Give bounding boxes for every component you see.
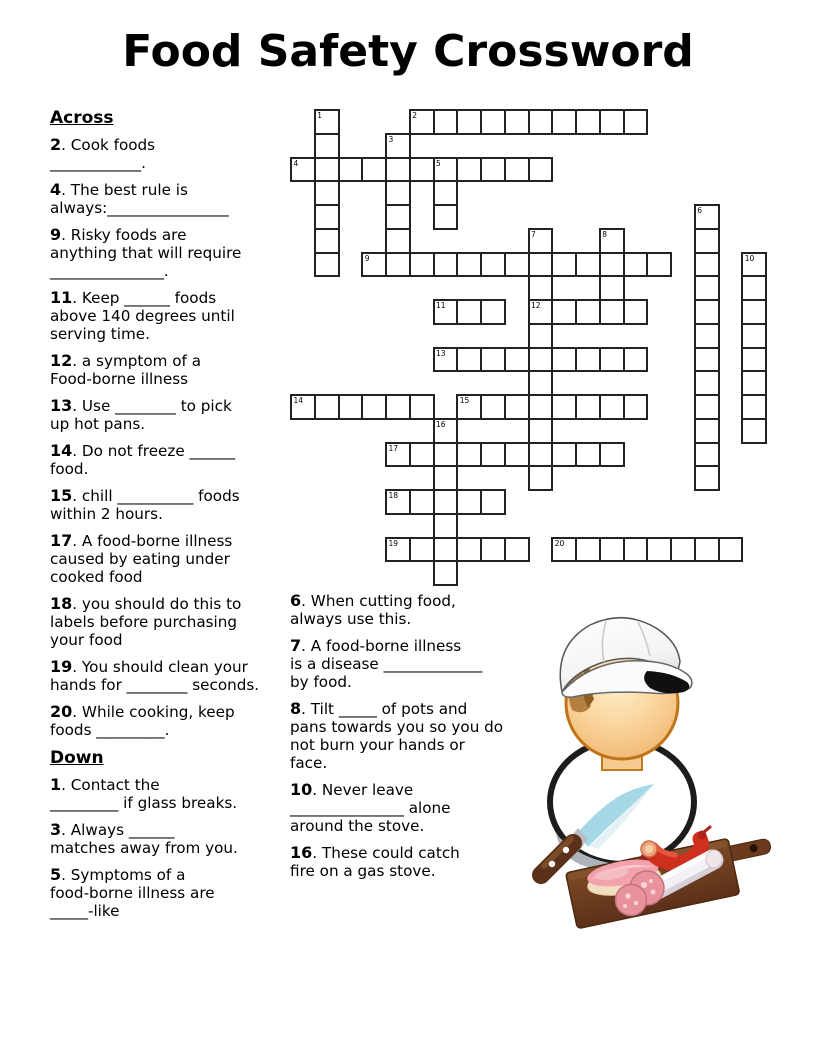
cell-number: 17 [388, 443, 399, 453]
clue-number: 13 [50, 396, 73, 415]
clue-text: . Keep ______ foods above 140 degrees until serving time. [50, 289, 235, 343]
crossword-cell[interactable] [385, 180, 411, 206]
crossword-cell[interactable] [694, 537, 720, 563]
crossword-cell[interactable] [551, 299, 577, 325]
crossword-cell[interactable] [409, 489, 435, 515]
clue-text: . When cutting food, always use this. [290, 592, 456, 628]
crossword-cell[interactable] [433, 560, 459, 586]
clue-text: . These could catch fire on a gas stove. [290, 844, 460, 880]
crossword-cell[interactable] [314, 204, 340, 230]
crossword-cell[interactable] [433, 347, 459, 373]
clue-number: 15 [50, 486, 73, 505]
clue-text: . Risky foods are anything that will require _______________. [50, 226, 242, 280]
crossword-cell[interactable] [551, 109, 577, 135]
clue-6 [290, 592, 544, 628]
crossword-cell[interactable] [504, 537, 530, 563]
crossword-cell[interactable] [741, 418, 767, 444]
crossword-cell[interactable] [741, 394, 767, 420]
clue-text: . Use ________ to pick up hot pans. [50, 397, 232, 433]
clue-text: . Contact the _________ if glass breaks. [50, 776, 238, 812]
crossword-cell[interactable] [694, 323, 720, 349]
crossword-cell[interactable] [456, 537, 482, 563]
crossword-cell[interactable] [551, 347, 577, 373]
crossword-cell[interactable] [290, 394, 316, 420]
crossword-cell[interactable] [361, 252, 387, 278]
crossword-cell[interactable] [551, 252, 577, 278]
cell-number: 7 [531, 229, 536, 239]
crossword-cell[interactable] [456, 489, 482, 515]
clue-text: . The best rule is always:________________ [50, 181, 229, 217]
crossword-cell[interactable] [528, 442, 554, 468]
crossword-cell[interactable] [480, 157, 506, 183]
crossword-cell[interactable] [433, 157, 459, 183]
cell-number: 1 [317, 111, 323, 120]
crossword-cell[interactable] [385, 228, 411, 254]
crossword-cell[interactable] [385, 537, 411, 563]
crossword-cell[interactable] [456, 442, 482, 468]
crossword-cell[interactable] [409, 442, 435, 468]
clue-text: . Never leave _______________ alone around the stove. [290, 781, 451, 835]
clue-number: 6 [290, 591, 302, 610]
crossword-cell[interactable] [314, 180, 340, 206]
crossword-cell[interactable] [385, 394, 411, 420]
clue-text: . chill __________ foods within 2 hours. [50, 487, 240, 523]
crossword-cell[interactable] [741, 299, 767, 325]
crossword-cell[interactable] [456, 347, 482, 373]
clue-number: 1 [50, 775, 62, 794]
clue-16 [290, 844, 544, 880]
crossword-cell[interactable] [433, 537, 459, 563]
clue-text: . While cooking, keep foods _________. [50, 703, 235, 739]
crossword-cell[interactable] [385, 252, 411, 278]
clue-number: 2 [50, 135, 62, 154]
crossword-cell[interactable] [385, 204, 411, 230]
crossword-cell[interactable] [433, 489, 459, 515]
crossword-cell[interactable] [741, 275, 767, 301]
crossword-cell[interactable] [694, 465, 720, 491]
crossword-cell[interactable] [480, 252, 506, 278]
crossword-cell[interactable] [504, 394, 530, 420]
crossword-cell[interactable] [646, 537, 672, 563]
chef-cap [560, 618, 692, 697]
crossword-cell[interactable] [599, 252, 625, 278]
clue-8 [290, 700, 544, 772]
crossword-cell[interactable] [575, 299, 601, 325]
crossword-cell[interactable] [599, 275, 625, 301]
crossword-cell[interactable] [575, 394, 601, 420]
crossword-cell[interactable] [480, 109, 506, 135]
crossword-cell[interactable] [433, 252, 459, 278]
crossword-cell[interactable] [480, 394, 506, 420]
crossword-cell[interactable] [528, 275, 554, 301]
crossword-cell[interactable] [456, 252, 482, 278]
crossword-cell[interactable] [409, 109, 435, 135]
crossword-cell[interactable] [694, 370, 720, 396]
crossword-cell[interactable] [409, 252, 435, 278]
crossword-cell[interactable] [504, 252, 530, 278]
crossword-cell[interactable] [338, 394, 364, 420]
clue-10 [290, 781, 544, 835]
clue-2 [50, 136, 290, 172]
clue-text: . A food-borne illness is a disease _____________ by food. [290, 637, 483, 691]
crossword-cell[interactable] [528, 465, 554, 491]
cell-number: 4 [293, 158, 299, 168]
clue-text: . you should do this to labels before purchasing your food [50, 595, 242, 649]
crossword-cell[interactable] [504, 347, 530, 373]
crossword-cell[interactable] [623, 347, 649, 373]
clue-3 [50, 821, 290, 857]
cell-number: 2 [412, 111, 418, 120]
crossword-cell[interactable] [694, 442, 720, 468]
clue-text: . Tilt _____ of pots and pans towards you so you do not burn your hands or face. [290, 700, 504, 772]
crossword-cell[interactable] [575, 442, 601, 468]
crossword-cell[interactable] [599, 394, 625, 420]
crossword-cell[interactable] [385, 133, 411, 159]
crossword-cell[interactable] [528, 252, 554, 278]
clue-text: . Symptoms of a food-borne illness are _____-like [50, 866, 215, 920]
crossword-cell[interactable] [314, 157, 340, 183]
crossword-cell[interactable] [361, 157, 387, 183]
clue-11 [50, 289, 290, 343]
clue-text: . Cook foods ____________. [50, 136, 156, 172]
clue-number: 14 [50, 441, 73, 460]
crossword-cell[interactable] [623, 537, 649, 563]
clue-number: 17 [50, 531, 73, 550]
cell-number: 5 [436, 158, 441, 168]
crossword-cell[interactable] [409, 394, 435, 420]
crossword-cell[interactable] [385, 489, 411, 515]
crossword-cell[interactable] [623, 109, 649, 135]
crossword-cell[interactable] [551, 394, 577, 420]
cell-number: 20 [554, 538, 565, 548]
crossword-cell[interactable] [314, 252, 340, 278]
crossword-cell[interactable] [433, 418, 459, 444]
crossword-cell[interactable] [528, 370, 554, 396]
crossword-cell[interactable] [694, 394, 720, 420]
crossword-cell[interactable] [504, 157, 530, 183]
crossword-cell[interactable] [528, 299, 554, 325]
crossword-cell[interactable] [456, 299, 482, 325]
crossword-cell[interactable] [504, 442, 530, 468]
clue-number: 11 [50, 288, 73, 307]
cell-number: 6 [697, 206, 703, 215]
clue-number: 3 [50, 820, 62, 839]
clue-number: 18 [50, 594, 73, 613]
across-heading: Across [50, 108, 114, 128]
clue-text: . Always ______ matches away from you. [50, 821, 238, 857]
crossword-cell[interactable] [694, 204, 720, 230]
cell-number: 13 [436, 348, 446, 358]
crossword-cell[interactable] [599, 442, 625, 468]
cell-number: 10 [744, 253, 755, 263]
clues-right-column [290, 592, 544, 889]
crossword-cell[interactable] [433, 109, 459, 135]
crossword-cell[interactable] [623, 252, 649, 278]
crossword-cell[interactable] [433, 299, 459, 325]
crossword-cell[interactable] [528, 418, 554, 444]
crossword-cell[interactable] [623, 394, 649, 420]
clue-1 [50, 776, 290, 812]
clue-18 [50, 595, 290, 649]
crossword-cell[interactable] [646, 252, 672, 278]
crossword-cell[interactable] [528, 394, 554, 420]
cell-number: 16 [436, 419, 446, 429]
crossword-cell[interactable] [409, 537, 435, 563]
clue-number: 20 [50, 702, 73, 721]
clues-left-column [50, 108, 290, 929]
crossword-cell[interactable] [741, 370, 767, 396]
crossword-cell[interactable] [694, 228, 720, 254]
clue-number: 12 [50, 351, 73, 370]
clue-19 [50, 658, 290, 694]
crossword-cell[interactable] [551, 537, 577, 563]
crossword-cell[interactable] [575, 252, 601, 278]
crossword-cell[interactable] [741, 323, 767, 349]
clue-15 [50, 487, 290, 523]
crossword-cell[interactable] [433, 180, 459, 206]
crossword-cell[interactable] [290, 157, 316, 183]
clue-number: 9 [50, 225, 62, 244]
cell-number: 15 [459, 396, 470, 405]
clue-9 [50, 226, 290, 280]
crossword-cell[interactable] [409, 157, 435, 183]
crossword-cell[interactable] [718, 537, 744, 563]
down-clues-list-right [290, 592, 544, 880]
crossword-cell[interactable] [623, 299, 649, 325]
cell-number: 8 [602, 229, 608, 239]
chef-illustration [528, 602, 798, 932]
crossword-cell[interactable] [314, 109, 340, 135]
clue-text: . You should clean your hands for ________ seconds. [50, 658, 260, 694]
cell-number: 14 [293, 396, 304, 405]
crossword-cell[interactable] [575, 109, 601, 135]
clue-4 [50, 181, 290, 217]
crossword-cell[interactable] [741, 252, 767, 278]
crossword-cell[interactable] [314, 228, 340, 254]
crossword-cell[interactable] [575, 537, 601, 563]
crossword-cell[interactable] [599, 299, 625, 325]
clue-number: 7 [290, 636, 302, 655]
clue-text: . a symptom of a Food-borne illness [50, 352, 202, 388]
crossword-cell[interactable] [456, 157, 482, 183]
crossword-cell[interactable] [480, 489, 506, 515]
crossword-cell[interactable] [599, 347, 625, 373]
crossword-cell[interactable] [456, 109, 482, 135]
down-heading: Down [50, 748, 104, 768]
crossword-cell[interactable] [694, 252, 720, 278]
crossword-cell[interactable] [480, 299, 506, 325]
crossword-cell[interactable] [480, 442, 506, 468]
crossword-cell[interactable] [314, 394, 340, 420]
crossword-cell[interactable] [694, 299, 720, 325]
crossword-cell[interactable] [433, 465, 459, 491]
crossword-cell[interactable] [694, 347, 720, 373]
crossword-cell[interactable] [528, 347, 554, 373]
crossword-cell[interactable] [480, 537, 506, 563]
crossword-cell[interactable] [528, 323, 554, 349]
crossword-cell[interactable] [575, 347, 601, 373]
clue-number: 5 [50, 865, 62, 884]
crossword-cell[interactable] [694, 275, 720, 301]
clue-12 [50, 352, 290, 388]
crossword-cell[interactable] [338, 157, 364, 183]
crossword-cell[interactable] [528, 228, 554, 254]
clue-text: . Do not freeze ______ food. [50, 442, 236, 478]
clue-number: 19 [50, 657, 73, 676]
page-title: Food Safety Crossword [122, 26, 694, 77]
cell-number: 9 [364, 253, 370, 263]
crossword-cell[interactable] [694, 418, 720, 444]
cell-number: 18 [388, 491, 399, 500]
crossword-cell[interactable] [385, 157, 411, 183]
crossword-cell[interactable] [599, 109, 625, 135]
clue-number: 10 [290, 780, 313, 799]
crossword-cell[interactable] [599, 228, 625, 254]
down-clues-list-left [50, 776, 290, 920]
clue-text: . A food-borne illness caused by eating under cooked food [50, 532, 233, 586]
crossword-cell[interactable] [314, 133, 340, 159]
cell-number: 3 [388, 134, 394, 144]
crossword-cell[interactable] [528, 157, 554, 183]
crossword-cell[interactable] [433, 204, 459, 230]
clue-13 [50, 397, 290, 433]
clue-number: 16 [290, 843, 313, 862]
crossword-cell[interactable] [670, 537, 696, 563]
clue-14 [50, 442, 290, 478]
cell-number: 19 [388, 538, 399, 548]
crossword-cell[interactable] [433, 442, 459, 468]
crossword-cell[interactable] [599, 537, 625, 563]
clue-20 [50, 703, 290, 739]
crossword-cell[interactable] [385, 442, 411, 468]
clue-7 [290, 637, 544, 691]
clue-number: 4 [50, 180, 62, 199]
crossword-cell[interactable] [741, 347, 767, 373]
across-clues-list [50, 136, 290, 739]
crossword-cell[interactable] [551, 442, 577, 468]
crossword-cell[interactable] [480, 347, 506, 373]
crossword-cell[interactable] [361, 394, 387, 420]
crossword-cell[interactable] [433, 513, 459, 539]
clue-17 [50, 532, 290, 586]
crossword-cell[interactable] [456, 394, 482, 420]
crossword-cell[interactable] [504, 109, 530, 135]
clue-5 [50, 866, 290, 920]
cell-number: 12 [531, 301, 541, 310]
cell-number: 11 [436, 301, 446, 310]
clue-number: 8 [290, 699, 302, 718]
crossword-cell[interactable] [528, 109, 554, 135]
